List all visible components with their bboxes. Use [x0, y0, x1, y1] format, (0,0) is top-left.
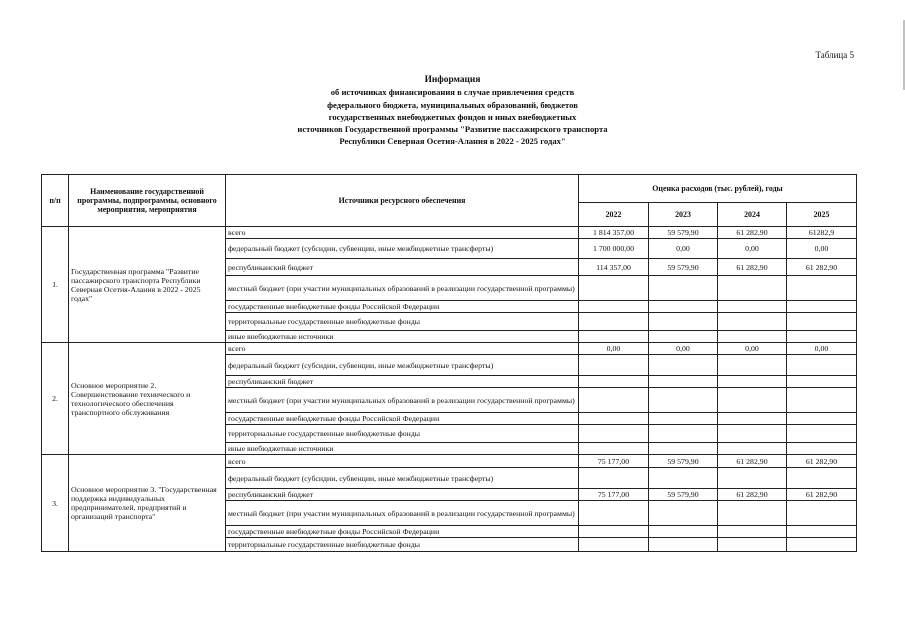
- amount-cell: 0,00: [718, 343, 787, 355]
- amount-cell: [718, 443, 787, 455]
- funding-source: федеральный бюджет (субсидии, субвенции, иные межбюджетные трансферты): [226, 468, 579, 489]
- amount-cell: [718, 355, 787, 376]
- funding-source: государственные внебюджетные фонды Российской Федерации: [226, 301, 579, 313]
- funding-source: иные внебюджетные источники: [226, 443, 579, 455]
- amount-cell: [718, 301, 787, 313]
- program-name: Основное мероприятие 3. "Государственная поддержка индивидуальных предпринимателей, предприятий и организаций транспорта": [69, 455, 226, 552]
- table-body: [42, 227, 857, 552]
- amount-cell: [718, 501, 787, 526]
- amount-cell: [649, 313, 718, 331]
- amount-cell: [718, 526, 787, 538]
- amount-cell: [787, 413, 857, 425]
- column-header-name: Наименование государственной программы, подпрограммы, основного мероприятия, мероприятия: [69, 175, 226, 227]
- document-title: [0, 74, 905, 148]
- amount-cell: [787, 301, 857, 313]
- amount-cell: 61 282,90: [718, 227, 787, 239]
- funding-source: всего: [226, 455, 579, 468]
- funding-source: всего: [226, 227, 579, 239]
- table-row: [42, 455, 857, 468]
- title-line: источников Государственной программы "Развитие пассажирского транспорта: [297, 124, 608, 135]
- column-header-estimate: Оценка расходов (тыс. рублей), годы: [579, 175, 857, 203]
- amount-cell: [718, 313, 787, 331]
- funding-source: иные внебюджетные источники: [226, 331, 579, 343]
- amount-cell: 61282,9: [787, 227, 857, 239]
- amount-cell: 61 282,90: [718, 489, 787, 501]
- title-line: Республики Северная Осетия-Алания в 2022 - 2025 годах": [339, 136, 566, 147]
- amount-cell: [649, 388, 718, 413]
- amount-cell: [579, 538, 649, 552]
- amount-cell: [718, 468, 787, 489]
- amount-cell: [787, 276, 857, 301]
- amount-cell: 59 579,90: [649, 489, 718, 501]
- amount-cell: [579, 388, 649, 413]
- amount-cell: 0,00: [787, 343, 857, 355]
- amount-cell: [649, 526, 718, 538]
- amount-cell: [649, 443, 718, 455]
- year-header: 2024: [718, 203, 787, 227]
- year-header: 2023: [649, 203, 718, 227]
- amount-cell: [787, 331, 857, 343]
- amount-cell: [579, 425, 649, 443]
- amount-cell: [649, 301, 718, 313]
- amount-cell: [649, 425, 718, 443]
- amount-cell: [649, 331, 718, 343]
- year-header: 2025: [787, 203, 857, 227]
- funding-source: федеральный бюджет (субсидии, субвенции, иные межбюджетные трансферты): [226, 355, 579, 376]
- amount-cell: 0,00: [649, 343, 718, 355]
- amount-cell: 75 177,00: [579, 489, 649, 501]
- amount-cell: [579, 313, 649, 331]
- amount-cell: [787, 443, 857, 455]
- amount-cell: [787, 425, 857, 443]
- amount-cell: 0,00: [718, 239, 787, 259]
- program-name: Основное мероприятие 2. Совершенствование технического и технологического обеспечения транспортного обслуживания: [69, 343, 226, 455]
- amount-cell: [718, 276, 787, 301]
- table-row: [42, 227, 857, 239]
- amount-cell: 1 814 357,00: [579, 227, 649, 239]
- amount-cell: [718, 413, 787, 425]
- amount-cell: [579, 301, 649, 313]
- funding-source: государственные внебюджетные фонды Российской Федерации: [226, 413, 579, 425]
- amount-cell: [579, 376, 649, 388]
- column-header-num: п/п: [42, 175, 69, 227]
- funding-source: республиканский бюджет: [226, 376, 579, 388]
- amount-cell: [787, 313, 857, 331]
- amount-cell: [718, 331, 787, 343]
- amount-cell: [718, 388, 787, 413]
- amount-cell: [649, 501, 718, 526]
- row-index: 2.: [42, 343, 69, 455]
- title-line: Информация: [424, 75, 481, 85]
- year-header: 2022: [579, 203, 649, 227]
- amount-cell: [579, 331, 649, 343]
- funding-sources-table: [41, 174, 857, 552]
- title-line: государственных внебюджетных фондов и иных внебюджетных: [328, 111, 577, 122]
- amount-cell: [579, 276, 649, 301]
- amount-cell: 59 579,90: [649, 227, 718, 239]
- title-line: об источниках финансирования в случае привлечения средств: [330, 87, 575, 98]
- amount-cell: [718, 376, 787, 388]
- funding-source: местный бюджет (при участии муниципальных образований в реализации государственной программы): [226, 276, 579, 301]
- funding-source: республиканский бюджет: [226, 259, 579, 276]
- amount-cell: [718, 425, 787, 443]
- table-row: [42, 343, 857, 355]
- amount-cell: [787, 468, 857, 489]
- row-index: 3.: [42, 455, 69, 552]
- funding-source: республиканский бюджет: [226, 489, 579, 501]
- amount-cell: [649, 376, 718, 388]
- row-index: 1.: [42, 227, 69, 343]
- funding-source: государственные внебюджетные фонды Российской Федерации: [226, 526, 579, 538]
- amount-cell: [787, 355, 857, 376]
- column-header-sources: Источники ресурсного обеспечения: [226, 175, 579, 227]
- amount-cell: [579, 526, 649, 538]
- amount-cell: [649, 413, 718, 425]
- amount-cell: [579, 468, 649, 489]
- amount-cell: 59 579,90: [649, 455, 718, 468]
- funding-source: местный бюджет (при участии муниципальных образований в реализации государственной программы): [226, 388, 579, 413]
- funding-source: местный бюджет (при участии муниципальных образований в реализации государственной программы): [226, 501, 579, 526]
- amount-cell: 61 282,90: [787, 489, 857, 501]
- amount-cell: [649, 355, 718, 376]
- amount-cell: [579, 355, 649, 376]
- funding-source: территориальные государственные внебюджетные фонды: [226, 313, 579, 331]
- table-label: Таблица 5: [815, 50, 854, 60]
- amount-cell: [579, 413, 649, 425]
- amount-cell: 59 579,90: [649, 259, 718, 276]
- amount-cell: [787, 501, 857, 526]
- amount-cell: 1 700 000,00: [579, 239, 649, 259]
- amount-cell: 61 282,90: [718, 455, 787, 468]
- amount-cell: [649, 538, 718, 552]
- amount-cell: [787, 538, 857, 552]
- funding-source: территориальные государственные внебюджетные фонды: [226, 538, 579, 552]
- amount-cell: [718, 538, 787, 552]
- amount-cell: 0,00: [579, 343, 649, 355]
- amount-cell: 61 282,90: [787, 455, 857, 468]
- table-header: [42, 175, 857, 227]
- funding-source: федеральный бюджет (субсидии, субвенции, иные межбюджетные трансферты): [226, 239, 579, 259]
- program-name: Государственная программа "Развитие пассажирского транспорта Республики Северная Осетия-Алания в 2022 - 2025 годах": [69, 227, 226, 343]
- funding-source: территориальные государственные внебюджетные фонды: [226, 425, 579, 443]
- amount-cell: [787, 388, 857, 413]
- amount-cell: 61 282,90: [718, 259, 787, 276]
- amount-cell: [649, 276, 718, 301]
- amount-cell: [787, 526, 857, 538]
- funding-source: всего: [226, 343, 579, 355]
- amount-cell: [579, 501, 649, 526]
- amount-cell: [649, 468, 718, 489]
- amount-cell: 75 177,00: [579, 455, 649, 468]
- amount-cell: [787, 376, 857, 388]
- amount-cell: [579, 443, 649, 455]
- amount-cell: 0,00: [649, 239, 718, 259]
- amount-cell: 114 357,00: [579, 259, 649, 276]
- amount-cell: 61 282,90: [787, 259, 857, 276]
- title-line: федерального бюджета, муниципальных образований, бюджетов: [327, 99, 578, 110]
- amount-cell: 0,00: [787, 239, 857, 259]
